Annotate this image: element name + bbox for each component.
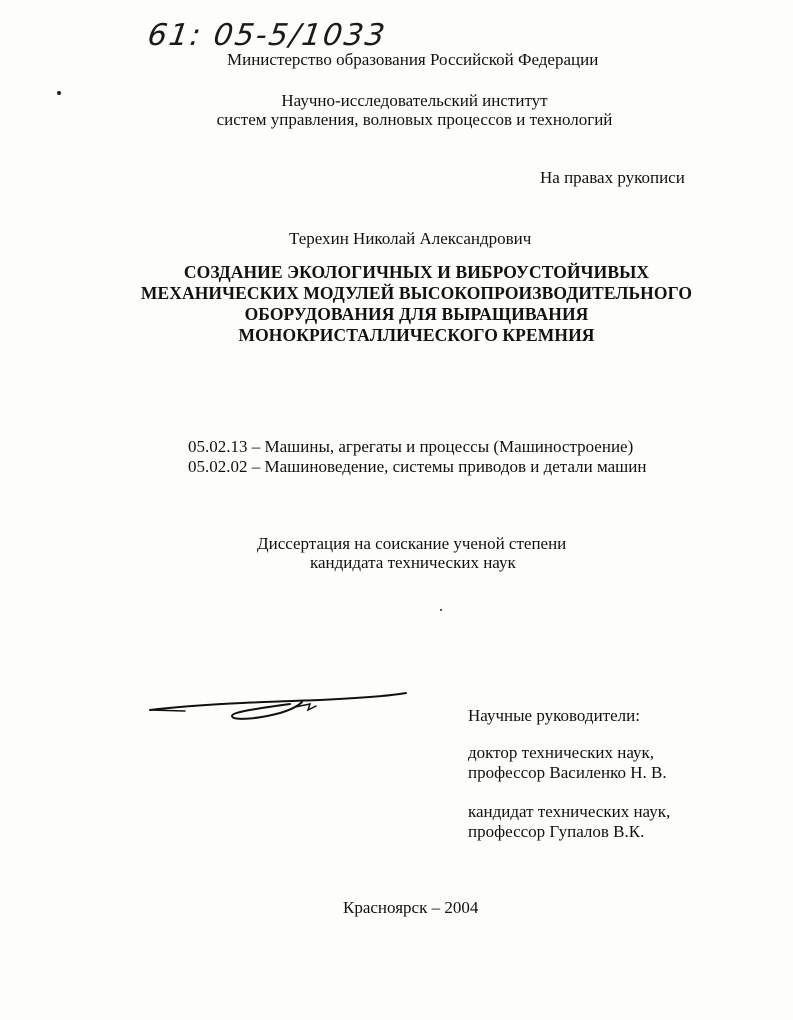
institute-line-2: систем управления, волновых процессов и технологий	[216, 110, 613, 129]
manuscript-note: На правах рукописи	[540, 168, 685, 187]
stray-mark	[440, 609, 442, 611]
dissertation-title	[0, 262, 793, 346]
supervisor-2-degree: кандидат технических наук,	[468, 802, 671, 821]
title-line-2: МЕХАНИЧЕСКИХ МОДУЛЕЙ ВЫСОКОПРОИЗВОДИТЕЛЬНОГО	[140, 283, 693, 303]
title-line-3: ОБОРУДОВАНИЯ ДЛЯ ВЫРАЩИВАНИЯ	[244, 304, 589, 324]
institute-line-1: Научно-исследовательский институт	[281, 91, 548, 110]
specialty-2: 05.02.02 – Машиноведение, системы приводов и детали машин	[188, 457, 647, 476]
specialties	[188, 437, 646, 477]
dissertation-degree-line-2: кандидата технических наук	[310, 553, 516, 572]
dissertation-degree-line-1: Диссертация на соискание ученой степени	[257, 534, 567, 553]
ministry-name: Министерство образования Российской Федерации	[227, 50, 599, 69]
supervisors	[468, 706, 640, 726]
supervisor-1	[468, 743, 667, 783]
supervisor-2	[468, 802, 670, 842]
title-line-1: СОЗДАНИЕ ЭКОЛОГИЧНЫХ И ВИБРОУСТОЙЧИВЫХ	[183, 262, 650, 282]
author-signature	[140, 680, 420, 730]
supervisor-2-name: профессор Гупалов В.К.	[468, 822, 645, 841]
archive-stamp: 61: 05-5/1033	[145, 18, 389, 53]
supervisor-1-degree: доктор технических наук,	[468, 743, 655, 762]
author-name: Терехин Николай Александрович	[289, 229, 532, 248]
title-line-4: МОНОКРИСТАЛЛИЧЕСКОГО КРЕМНИЯ	[238, 325, 595, 345]
supervisors-heading: Научные руководители:	[468, 706, 640, 725]
specialty-1: 05.02.13 – Машины, агрегаты и процессы (Машиностроение)	[188, 437, 634, 456]
city-year: Красноярск – 2004	[343, 898, 479, 917]
supervisor-1-name: профессор Василенко Н. В.	[468, 763, 667, 782]
